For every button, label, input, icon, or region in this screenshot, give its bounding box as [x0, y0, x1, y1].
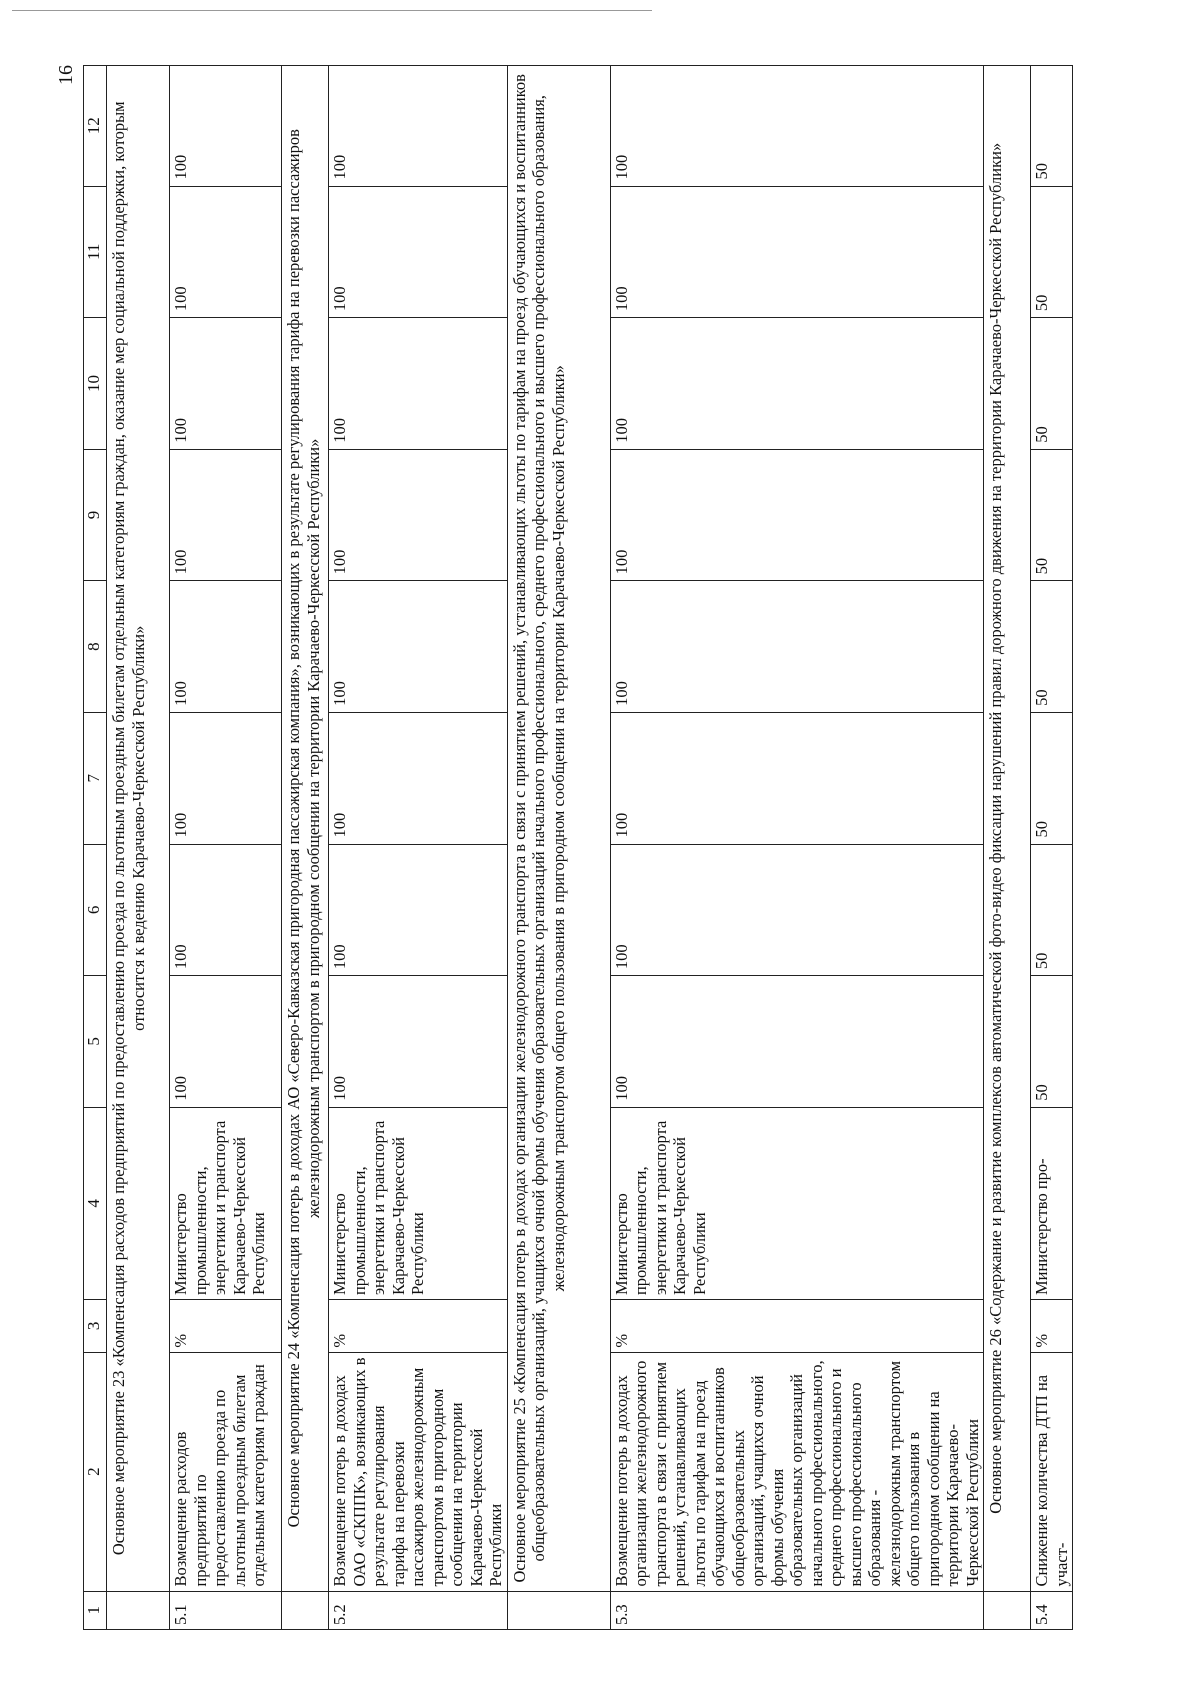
section-header: Основное мероприятие 24 «Компенсация потерь в доходах АО «Северо-Кавказская пригородная пассажирская компания», возникающих в результате регулирования тарифа на перевозки пассажиров железнодорожным транспортом в пригородном сообщении на территории Карачаево-Черкесской Республики» [282, 66, 329, 1592]
indicator-name: Возмещение потерь в доходах ОАО «СКППК», возникающих в результате регулирования тарифа на перевозки пассажиров железнодорожным транспортом в пригородном сообщении на территории Карачаево-Черкесской Республики [329, 1352, 508, 1591]
unit: % [170, 1300, 282, 1353]
indicator-name: Возмещение потерь в доходах организации железнодорожного транспорта в связи с принятием решений, устанавливающих льготы по тарифам на проезд обучающихся и воспитанников общеобразовательных организаций, учащихся очной формы обучения образовательных организаций начального профессионального, среднего профессионального и высшего профессионального образования - железнодорожным транспортом общего пользования в пригородном сообщении на территории Карачаево-Черкесской Республики [610, 1352, 984, 1591]
row-number: 5.1 [170, 1591, 282, 1629]
value-cell: 100 [610, 186, 984, 318]
unit: % [610, 1300, 984, 1353]
column-number: 7 [84, 712, 107, 844]
section-header: Основное мероприятие 26 «Содержание и развитие комплексов автоматической фото-видео фиксации нарушений правил дорожного движения на территории Карачаево-Черкесской Республики» [984, 66, 1031, 1592]
table-row [1031, 66, 1073, 1630]
column-number: 4 [84, 1107, 107, 1299]
column-number: 3 [84, 1300, 107, 1353]
value-cell: 100 [170, 581, 282, 713]
unit: % [329, 1300, 508, 1353]
value-cell: 100 [610, 581, 984, 713]
indicators-table [83, 65, 1073, 1630]
column-number: 8 [84, 581, 107, 713]
column-number: 12 [84, 66, 107, 187]
value-cell: 50 [1031, 581, 1073, 713]
value-cell: 100 [170, 66, 282, 187]
value-cell: 100 [329, 844, 508, 976]
value-cell: 100 [329, 581, 508, 713]
executor: Министерство промышленности, энергетики и транспорта Карачаево-Черкесской Республики [170, 1107, 282, 1299]
value-cell: 100 [610, 712, 984, 844]
column-number: 1 [84, 1591, 107, 1629]
value-cell: 100 [170, 186, 282, 318]
value-cell: 50 [1031, 844, 1073, 976]
indicator-name: Снижение количества ДТП на участ- [1031, 1352, 1073, 1591]
column-number: 2 [84, 1352, 107, 1591]
section-header-row [107, 66, 170, 1630]
row-number: 5.3 [610, 1591, 984, 1629]
value-cell: 100 [610, 449, 984, 581]
column-number: 5 [84, 976, 107, 1108]
value-cell: 100 [170, 712, 282, 844]
value-cell: 100 [329, 186, 508, 318]
column-number: 10 [84, 318, 107, 450]
value-cell: 100 [610, 66, 984, 187]
value-cell: 100 [329, 318, 508, 450]
table-row [329, 66, 508, 1630]
value-cell: 50 [1031, 976, 1073, 1108]
table-row [170, 66, 282, 1630]
value-cell: 100 [329, 66, 508, 187]
section-header: Основное мероприятие 23 «Компенсация расходов предприятий по предоставлению проезда по льготным проездным билетам отдельным категориям граждан, оказание мер социальной поддержки, которым относится к ведению Карачаево-Черкесской Республики» [107, 66, 170, 1592]
row-number: 5.4 [1031, 1591, 1073, 1629]
column-number: 11 [84, 186, 107, 318]
indicator-name: Возмещение расходов предприятий по предоставлению проезда по льготным проездным билетам отдельным категориям граждан [170, 1352, 282, 1591]
table-row [610, 66, 984, 1630]
column-number: 9 [84, 449, 107, 581]
value-cell: 100 [610, 976, 984, 1108]
section-header: Основное мероприятие 25 «Компенсация потерь в доходах организации железнодорожного транспорта в связи с принятием решений, устанавливающих льготы по тарифам на проезд обучающихся и воспитанников общеобразовательных организаций, учащихся очной формы обучения образовательных организаций начального профессионального, среднего профессионального и высшего профессионального образования, железнодорожным транспортом общего пользования в пригородном сообщении на территории Карачаево-Черкесской Республики» [507, 66, 610, 1592]
value-cell: 100 [329, 712, 508, 844]
value-cell: 100 [329, 449, 508, 581]
section-header-row [282, 66, 329, 1630]
value-cell: 50 [1031, 186, 1073, 318]
value-cell: 100 [329, 976, 508, 1108]
value-cell: 100 [170, 318, 282, 450]
value-cell: 100 [170, 449, 282, 581]
section-header-row [507, 66, 610, 1630]
executor: Министерство промышленности, энергетики и транспорта Карачаево-Черкесской Республики [610, 1107, 984, 1299]
section-header-row [984, 66, 1031, 1630]
value-cell: 100 [610, 844, 984, 976]
value-cell: 100 [610, 318, 984, 450]
value-cell: 100 [170, 976, 282, 1108]
value-cell: 50 [1031, 318, 1073, 450]
executor: Министерство про- [1031, 1107, 1073, 1299]
value-cell: 50 [1031, 712, 1073, 844]
unit: % [1031, 1300, 1073, 1353]
value-cell: 100 [170, 844, 282, 976]
column-number-row [84, 66, 107, 1630]
value-cell: 50 [1031, 449, 1073, 581]
value-cell: 50 [1031, 66, 1073, 187]
column-number: 6 [84, 844, 107, 976]
executor: Министерство промышленности, энергетики и транспорта Карачаево-Черкесской Республики [329, 1107, 508, 1299]
rotated-table-area [55, 65, 1126, 1630]
page-number: 16 [55, 65, 77, 85]
row-number: 5.2 [329, 1591, 508, 1629]
